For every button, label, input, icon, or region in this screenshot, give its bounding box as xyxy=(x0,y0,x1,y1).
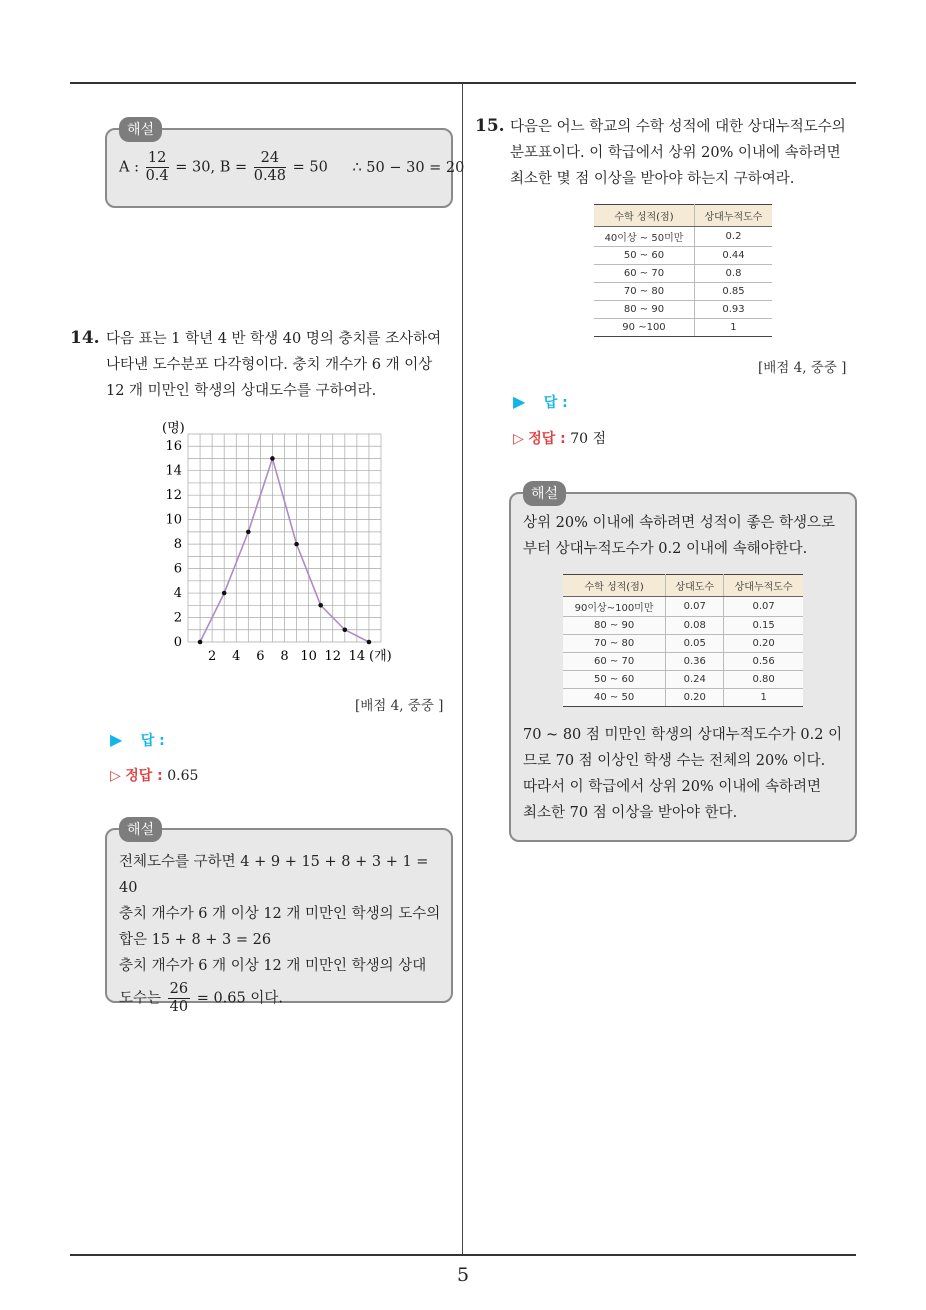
table-header: 수학 성적(점) xyxy=(594,205,694,227)
column-divider xyxy=(462,84,463,1256)
solution-tag: 해설 xyxy=(119,117,162,142)
table-row: 50 ~ 60 0.24 0.80 xyxy=(563,671,803,689)
data-point xyxy=(246,530,251,535)
question-15-number: 15. xyxy=(475,116,505,136)
question-14-score: [배점 4, 중중 ] xyxy=(355,698,444,714)
question-15-answer: ▶ 답 : xyxy=(513,392,568,411)
x-tick-label: 6 xyxy=(256,649,265,664)
table-header: 상대누적도수 xyxy=(724,575,803,597)
table-row: 90 ~100 1 xyxy=(594,319,772,337)
x-tick-label: 8 xyxy=(280,649,289,664)
table-row: 40 ~ 50 0.20 1 xyxy=(563,689,803,707)
solution-box-15 xyxy=(509,486,857,842)
fraction-b: $\frac{24}{0.48}$ xyxy=(253,150,287,184)
data-point xyxy=(222,591,227,596)
table-header: 상대도수 xyxy=(666,575,724,597)
fraction-26-40: $\frac{26}{40}$ xyxy=(169,981,189,1015)
table-header: 수학 성적(점) xyxy=(563,575,666,597)
x-tick-label: 10 xyxy=(300,649,317,664)
play-triangle-icon: ▶ xyxy=(110,730,123,749)
solution-tag: 해설 xyxy=(523,481,566,506)
question-14-number: 14. xyxy=(70,328,100,348)
table-row: 80 ~ 90 0.08 0.15 xyxy=(563,617,803,635)
table-row: 50 ~ 60 0.44 xyxy=(594,247,772,265)
data-point xyxy=(343,627,348,632)
y-tick-label: 14 xyxy=(165,463,182,479)
table-row: 40이상 ~ 50미만 0.2 xyxy=(594,227,772,247)
table-row: 80 ~ 90 0.93 xyxy=(594,301,772,319)
question-15-score: [배점 4, 중중 ] xyxy=(758,360,847,376)
y-tick-label: 10 xyxy=(165,512,182,528)
question-14-correct: ▷ 정답 : 0.65 xyxy=(110,768,199,784)
solution-15-table xyxy=(563,574,803,707)
x-axis-label: (개) xyxy=(369,649,392,664)
solution-box-13 xyxy=(105,122,465,208)
y-tick-label: 0 xyxy=(173,635,182,650)
top-rule xyxy=(70,82,856,84)
solution-box-14 xyxy=(105,822,453,1015)
formula-a-result: = 30, xyxy=(175,159,216,176)
solution-15-intro: 상위 20% 이내에 속하려면 성적이 좋은 학생으로 부터 상대누적도수가 0.2 이내에 속해야한다. xyxy=(523,515,836,557)
solution-tag: 해설 xyxy=(119,817,162,842)
question-15-text: 다음은 어느 학교의 수학 성적에 대한 상대누적도수의 분포표이다. 이 학급에서 상위 20% 이내에 속하려면 최소한 몇 점 이상을 받아야 하는지 구하여라. xyxy=(510,119,846,187)
y-tick-label: 16 xyxy=(165,439,182,455)
data-point xyxy=(198,640,203,645)
table-row: 90이상~100미만 0.07 0.07 xyxy=(563,597,803,617)
bottom-rule xyxy=(70,1254,856,1256)
outline-triangle-icon: ▷ xyxy=(513,431,524,447)
data-point xyxy=(367,640,372,645)
solution-15-conclusion: 70 ~ 80 점 미만인 학생의 상대누적도수가 0.2 이 므로 70 점 이상인 학생 수는 전체의 20% 이다. 따라서 이 학급에서 상위 20% 이내에 속하려면 최소한 70 점 이상을 받아야 한다. xyxy=(523,727,843,821)
x-tick-label: 2 xyxy=(207,649,217,664)
y-tick-label: 12 xyxy=(165,488,182,504)
y-axis-label: (명) xyxy=(162,421,185,436)
data-point xyxy=(318,603,323,608)
y-tick-label: 6 xyxy=(173,561,182,577)
x-tick-label: 12 xyxy=(324,649,342,664)
table-row: 70 ~ 80 0.05 0.20 xyxy=(563,635,803,653)
x-tick-label: 4 xyxy=(232,649,241,664)
y-tick-label: 2 xyxy=(173,610,182,626)
table-row: 70 ~ 80 0.85 xyxy=(594,283,772,301)
y-tick-label: 4 xyxy=(173,586,182,602)
table-header: 상대누적도수 xyxy=(694,205,772,227)
table-row: 60 ~ 70 0.36 0.56 xyxy=(563,653,803,671)
frequency-polygon-chart xyxy=(150,412,410,672)
question-15-table xyxy=(594,204,772,337)
data-point xyxy=(294,542,299,547)
question-14-answer: ▶ 답 : xyxy=(110,730,165,749)
solution-13-formula xyxy=(119,150,464,185)
question-14-text: 다음 표는 1 학년 4 반 학생 40 명의 충치를 조사하여 나타낸 도수분포 다각형이다. 충치 개수가 6 개 이상 12 개 미만인 학생의 상대도수를 구하여라. xyxy=(106,331,442,399)
y-tick-label: 8 xyxy=(173,537,182,553)
table-row: 60 ~ 70 0.8 xyxy=(594,265,772,283)
x-tick-label: 14 xyxy=(348,649,366,664)
formula-b-result: = 50 xyxy=(292,159,328,176)
fraction-a: $\frac{12}{0.4}$ xyxy=(145,150,169,184)
solution-14-text: 전체도수를 구하면 4 + 9 + 15 + 8 + 3 + 1 = 40 충치 개수가 6 개 이상 12 개 미만인 학생의 도수의 합은 15 + 8 + 3 = 26 충치 개수가 6 개 이상 12 개 미만인 학생의 상대 도수는 $\frac{26}{40}$ = 0.65 이다. xyxy=(119,854,441,1015)
outline-triangle-icon: ▷ xyxy=(110,768,121,784)
play-triangle-icon: ▶ xyxy=(513,392,526,411)
formula-b-label: B = xyxy=(219,159,248,176)
data-point xyxy=(270,456,275,461)
formula-a-label: A : xyxy=(119,159,139,176)
page-number: 5 xyxy=(456,1264,470,1286)
question-15-correct: ▷ 정답 : 70 점 xyxy=(513,431,607,447)
formula-therefore: ∴ 50 − 30 = 20 xyxy=(352,159,465,176)
